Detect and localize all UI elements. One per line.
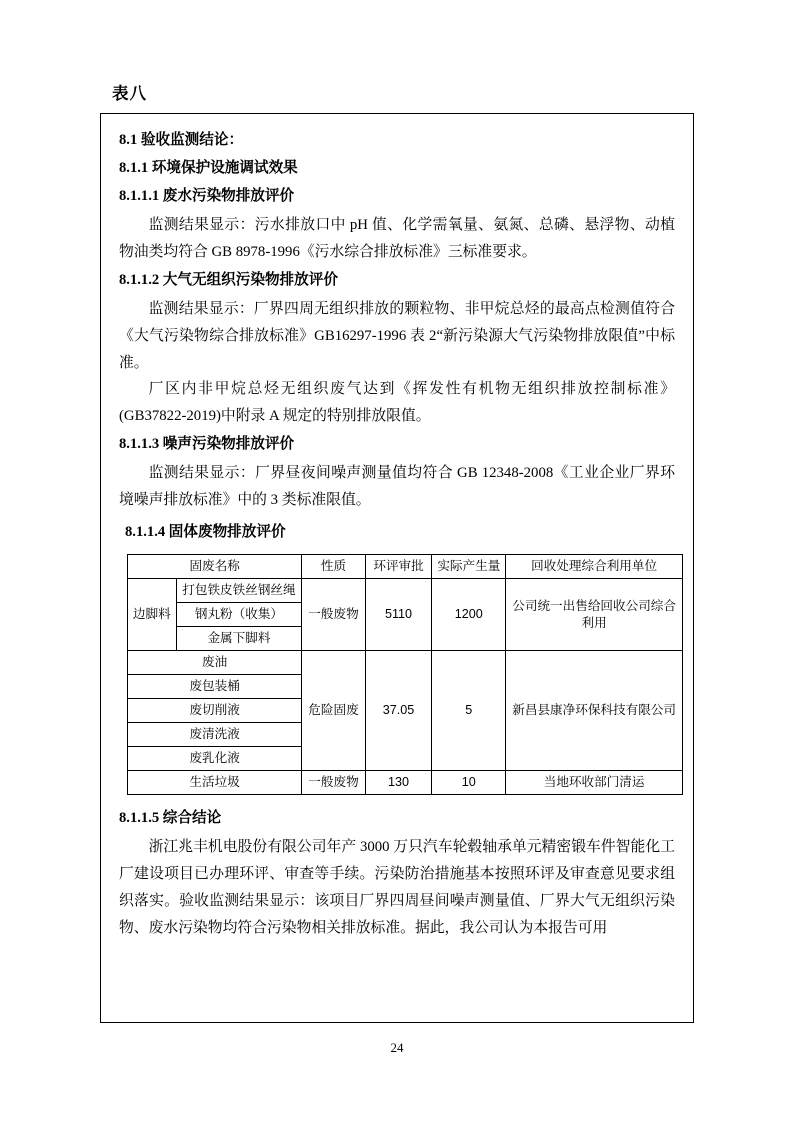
cell-actual: 1200 <box>432 579 506 651</box>
document-content <box>119 128 675 942</box>
table-row <box>128 579 683 603</box>
heading-8-1-1-4: 8.1.1.4 固体废物排放评价 <box>125 524 286 541</box>
cell-waste-name: 钢丸粉（收集） <box>176 603 302 627</box>
table-header-row <box>128 555 683 579</box>
cell-unit: 公司统一出售给回收公司综合利用 <box>506 579 683 651</box>
cell-waste-name: 废乳化液 <box>128 747 302 771</box>
content-frame <box>100 113 694 1023</box>
header-nature: 性质 <box>302 555 365 579</box>
cell-actual: 10 <box>432 771 506 795</box>
paragraph-air-2: 厂区内非甲烷总烃无组织废气达到《挥发性有机物无组织排放控制标准》(GB37822-2019)中附录 A 规定的特别排放限值。 <box>119 381 675 425</box>
header-actual: 实际产生量 <box>432 555 506 579</box>
cell-unit: 新昌县康净环保科技有限公司 <box>506 651 683 771</box>
cell-approved: 37.05 <box>365 651 432 771</box>
page-number: 24 <box>390 1040 404 1055</box>
cell-nature: 一般废物 <box>302 771 365 795</box>
paragraph-air-1: 监测结果显示：厂界四周无组织排放的颗粒物、非甲烷总烃的最高点检测值符合《大气污染物综合排放标准》GB16297-1996 表 2“新污染源大气污染物排放限值”中标准。 <box>119 300 675 371</box>
cell-approved: 5110 <box>365 579 432 651</box>
page-title: 表八 <box>112 84 147 103</box>
cell-nature: 一般废物 <box>302 579 365 651</box>
header-unit: 回收处理综合利用单位 <box>506 555 683 579</box>
table-row <box>128 651 683 675</box>
cell-approved: 130 <box>365 771 432 795</box>
paragraph-wastewater: 监测结果显示：污水排放口中 pH 值、化学需氧量、氨氮、总磷、悬浮物、动植物油类均符合 GB 8978-1996《污水综合排放标准》三标准要求。 <box>119 216 675 260</box>
cell-unit: 当地环收部门清运 <box>506 771 683 795</box>
heading-8-1-1-5: 8.1.1.5 综合结论 <box>119 810 222 827</box>
cell-waste-name: 生活垃圾 <box>128 771 302 795</box>
table-row <box>128 771 683 795</box>
cell-waste-name: 打包铁皮铁丝钢丝绳 <box>176 579 302 603</box>
cell-waste-name: 金属下脚料 <box>176 627 302 651</box>
cell-group-bianjiaoliao: 边脚料 <box>128 579 177 651</box>
cell-waste-name: 废包装桶 <box>128 675 302 699</box>
paragraph-conclusion: 浙江兆丰机电股份有限公司年产 3000 万只汽车轮毂轴承单元精密锻车件智能化工厂建设项目已办理环评、审查等手续。污染防治措施基本按照环评及审查意见要求组织落实。验收监测结果显示：该项目厂界四周昼间噪声测量值、厂界大气无组织污染物、废水污染物均符合污染物相关排放标准。据此，我公司认为本报告可用 <box>119 839 675 936</box>
cell-nature: 危险固废 <box>302 651 365 771</box>
header-waste-name: 固废名称 <box>128 555 302 579</box>
cell-waste-name: 废切削液 <box>128 699 302 723</box>
heading-8-1: 8.1 验收监测结论： <box>119 132 244 148</box>
heading-8-1-1-2: 8.1.1.2 大气无组织污染物排放评价 <box>119 271 338 288</box>
heading-8-1-1: 8.1.1 环境保护设施调试效果 <box>119 159 298 176</box>
solid-waste-table <box>127 554 683 795</box>
cell-waste-name: 废清洗液 <box>128 723 302 747</box>
paragraph-noise: 监测结果显示：厂界昼夜间噪声测量值均符合 GB 12348-2008《工业企业厂界环境噪声排放标准》中的 3 类标准限值。 <box>119 465 675 509</box>
header-approved: 环评审批 <box>365 555 432 579</box>
heading-8-1-1-1: 8.1.1.1 废水污染物排放评价 <box>119 187 295 204</box>
cell-waste-name: 废油 <box>128 651 302 675</box>
cell-actual: 5 <box>432 651 506 771</box>
heading-8-1-1-3: 8.1.1.3 噪声污染物排放评价 <box>119 436 295 453</box>
